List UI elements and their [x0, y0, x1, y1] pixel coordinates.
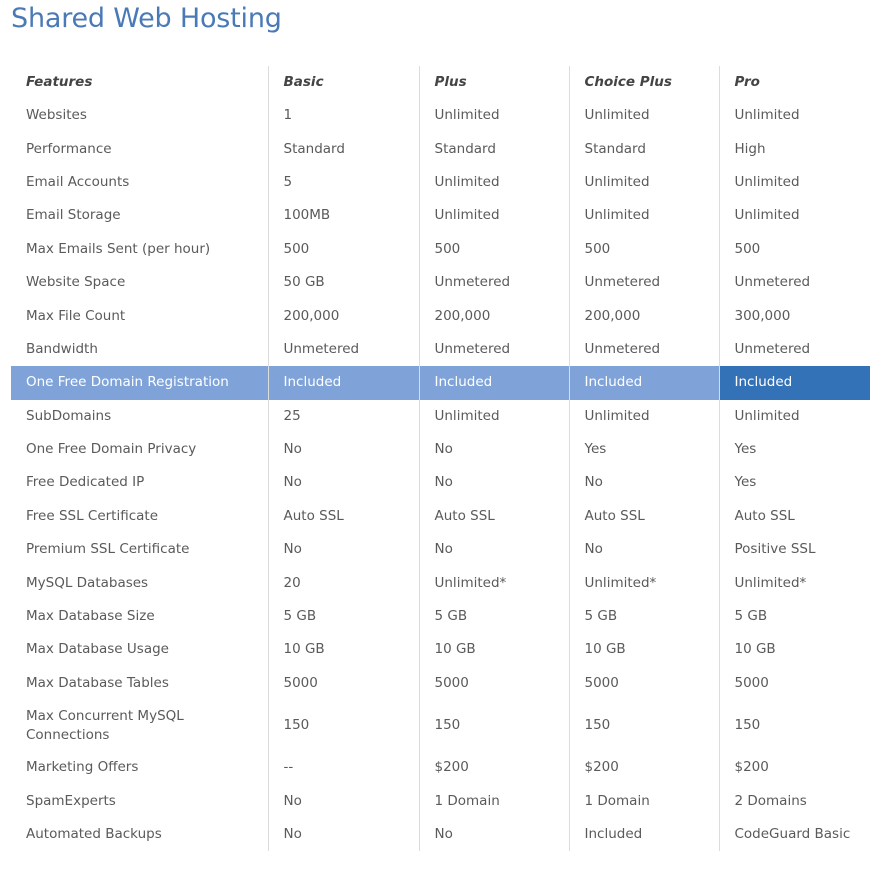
choice-plus-value: No: [569, 466, 719, 499]
plus-value: Unlimited*: [419, 566, 569, 599]
table-row-highlighted: [11, 366, 870, 399]
table-row: [11, 299, 870, 332]
table-row: [11, 633, 870, 666]
table-row: [11, 533, 870, 566]
pro-value: Unlimited: [719, 400, 870, 433]
basic-value: 20: [268, 566, 419, 599]
table-header-row: [11, 66, 870, 99]
feature-name: Websites: [26, 107, 87, 124]
choice-plus-value: Unlimited: [569, 166, 719, 199]
pro-value: Unlimited: [719, 99, 870, 132]
choice-plus-value: 150: [569, 700, 719, 751]
pro-value: Unlimited: [719, 199, 870, 232]
header-features: Features: [26, 74, 93, 90]
basic-value: Auto SSL: [268, 500, 419, 533]
pro-value: Unmetered: [719, 266, 870, 299]
basic-value: No: [268, 433, 419, 466]
feature-name: One Free Domain Privacy: [26, 441, 197, 458]
feature-name: Max Database Usage: [26, 641, 169, 658]
choice-plus-value: 1 Domain: [569, 784, 719, 817]
choice-plus-value: Included: [569, 818, 719, 851]
choice-plus-value: 10 GB: [569, 633, 719, 666]
pro-value: Unmetered: [719, 333, 870, 366]
plus-value: Unlimited: [419, 400, 569, 433]
pro-value: High: [719, 132, 870, 165]
basic-value: 25: [268, 400, 419, 433]
plus-value: Unlimited: [419, 199, 569, 232]
pro-value: 10 GB: [719, 633, 870, 666]
table-row: [11, 132, 870, 165]
plus-value: Auto SSL: [419, 500, 569, 533]
basic-value: Unmetered: [268, 333, 419, 366]
basic-value: 150: [268, 700, 419, 751]
choice-plus-value: Unlimited: [569, 99, 719, 132]
pro-value: Unlimited: [719, 166, 870, 199]
plus-value: 10 GB: [419, 633, 569, 666]
header-plus: Plus: [419, 66, 569, 99]
table-row: [11, 266, 870, 299]
plus-value: No: [419, 818, 569, 851]
choice-plus-value: Standard: [569, 132, 719, 165]
hosting-comparison-table: [11, 66, 870, 851]
plus-value: 150: [419, 700, 569, 751]
feature-name: Free SSL Certificate: [26, 507, 159, 524]
basic-value: 5 GB: [268, 600, 419, 633]
feature-name: SpamExperts: [26, 792, 116, 809]
plus-value: No: [419, 433, 569, 466]
basic-value: 5000: [268, 667, 419, 700]
basic-value: No: [268, 466, 419, 499]
plus-value: 500: [419, 233, 569, 266]
plus-value: 1 Domain: [419, 784, 569, 817]
basic-value: 200,000: [268, 299, 419, 332]
choice-plus-value: Included: [569, 366, 719, 399]
plus-value: Included: [419, 366, 569, 399]
table-row: [11, 199, 870, 232]
table-row: [11, 333, 870, 366]
plus-value: 5 GB: [419, 600, 569, 633]
basic-value: 5: [268, 166, 419, 199]
feature-name: Email Accounts: [26, 173, 130, 190]
table-row: [11, 233, 870, 266]
pro-value: 5000: [719, 667, 870, 700]
choice-plus-value: Unlimited: [569, 400, 719, 433]
table-row: [11, 600, 870, 633]
header-choice-plus: Choice Plus: [569, 66, 719, 99]
choice-plus-value: Unlimited*: [569, 566, 719, 599]
table-row: [11, 818, 870, 851]
pro-value: 5 GB: [719, 600, 870, 633]
feature-name: Premium SSL Certificate: [26, 541, 190, 558]
table-row: [11, 166, 870, 199]
table-row: [11, 466, 870, 499]
pro-value: 300,000: [719, 299, 870, 332]
choice-plus-value: 5 GB: [569, 600, 719, 633]
plus-value: Unmetered: [419, 333, 569, 366]
choice-plus-value: Unmetered: [569, 333, 719, 366]
pro-value: Unlimited*: [719, 566, 870, 599]
feature-name: Performance: [26, 140, 112, 157]
basic-value: --: [268, 751, 419, 784]
plus-value: No: [419, 533, 569, 566]
plus-value: 5000: [419, 667, 569, 700]
basic-value: 500: [268, 233, 419, 266]
basic-value: 1: [268, 99, 419, 132]
basic-value: 10 GB: [268, 633, 419, 666]
page-title: Shared Web Hosting: [11, 3, 282, 34]
pro-value: Included: [719, 366, 870, 399]
pro-value: Auto SSL: [719, 500, 870, 533]
basic-value: No: [268, 784, 419, 817]
basic-value: 50 GB: [268, 266, 419, 299]
plus-value: 200,000: [419, 299, 569, 332]
pro-value: Yes: [719, 433, 870, 466]
feature-name: Max Emails Sent (per hour): [26, 240, 211, 257]
plus-value: Standard: [419, 132, 569, 165]
plus-value: No: [419, 466, 569, 499]
feature-name: One Free Domain Registration: [11, 366, 268, 399]
plus-value: Unlimited: [419, 99, 569, 132]
table-row: [11, 400, 870, 433]
choice-plus-value: No: [569, 533, 719, 566]
header-basic: Basic: [268, 66, 419, 99]
choice-plus-value: Unmetered: [569, 266, 719, 299]
choice-plus-value: 5000: [569, 667, 719, 700]
table-row: [11, 566, 870, 599]
choice-plus-value: 500: [569, 233, 719, 266]
pro-value: 500: [719, 233, 870, 266]
pro-value: 150: [719, 700, 870, 751]
table-row: [11, 99, 870, 132]
pro-value: 2 Domains: [719, 784, 870, 817]
table-row: [11, 433, 870, 466]
pro-value: CodeGuard Basic: [719, 818, 870, 851]
feature-name: Max File Count: [26, 307, 126, 324]
feature-name: Email Storage: [26, 207, 121, 224]
feature-name: Marketing Offers: [26, 759, 139, 776]
feature-name: Automated Backups: [26, 826, 162, 842]
table-row: [11, 751, 870, 784]
pro-value: $200: [719, 751, 870, 784]
choice-plus-value: Unlimited: [569, 199, 719, 232]
plus-value: Unmetered: [419, 266, 569, 299]
basic-value: No: [268, 818, 419, 851]
choice-plus-value: Yes: [569, 433, 719, 466]
feature-name: Free Dedicated IP: [26, 474, 145, 491]
pro-value: Yes: [719, 466, 870, 499]
basic-value: No: [268, 533, 419, 566]
choice-plus-value: 200,000: [569, 299, 719, 332]
feature-name: MySQL Databases: [26, 574, 149, 591]
table-row: [11, 700, 870, 751]
feature-name: Website Space: [26, 274, 126, 291]
basic-value: Standard: [268, 132, 419, 165]
plus-value: Unlimited: [419, 166, 569, 199]
feature-name: Max Concurrent MySQL Connections: [26, 707, 184, 743]
choice-plus-value: Auto SSL: [569, 500, 719, 533]
feature-name: Max Database Size: [26, 608, 155, 625]
pro-value: Positive SSL: [719, 533, 870, 566]
table-row: [11, 667, 870, 700]
feature-name: Bandwidth: [26, 340, 98, 357]
feature-name: Max Database Tables: [26, 674, 169, 691]
table-row: [11, 784, 870, 817]
feature-name: SubDomains: [26, 407, 112, 424]
basic-value: Included: [268, 366, 419, 399]
basic-value: 100MB: [268, 199, 419, 232]
plus-value: $200: [419, 751, 569, 784]
header-pro: Pro: [719, 66, 870, 99]
choice-plus-value: $200: [569, 751, 719, 784]
table-row: [11, 500, 870, 533]
